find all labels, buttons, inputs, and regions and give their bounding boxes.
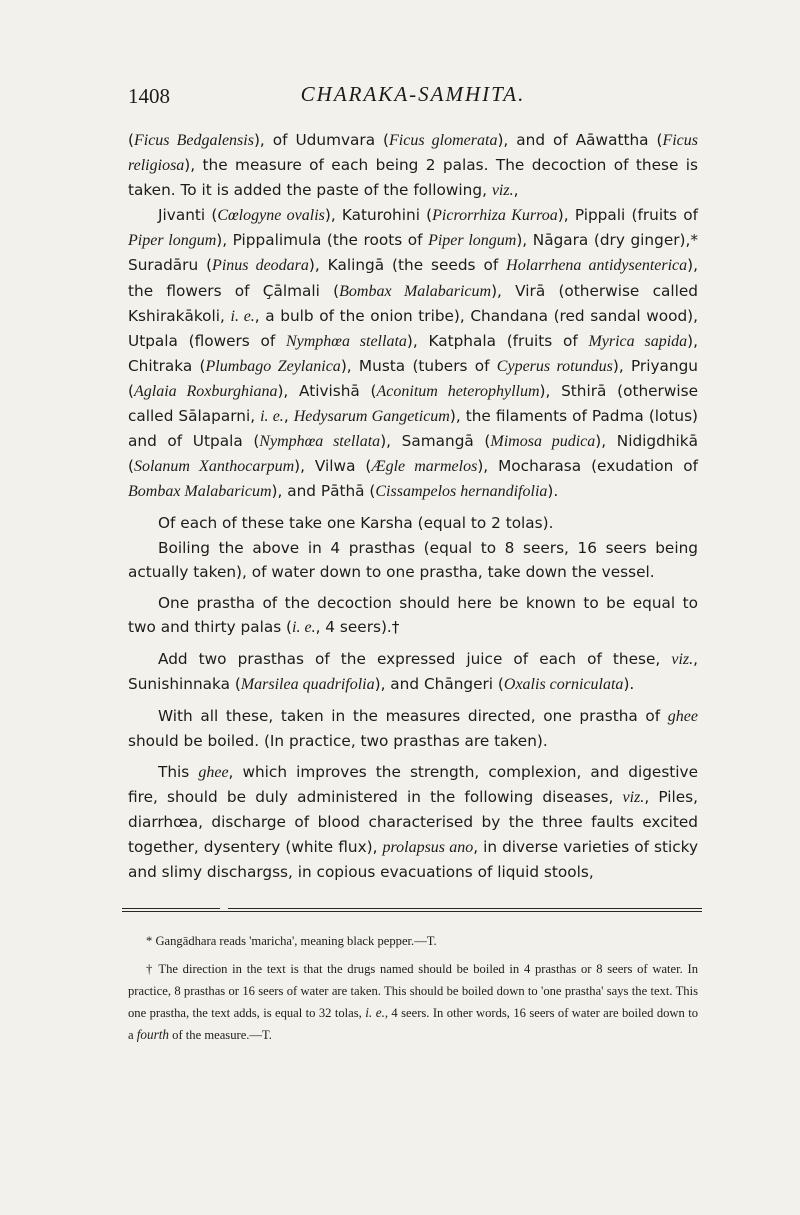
paragraph-2: Jivanti (Cœlogyne ovalis), Katurohini (Picrorrhiza Kurroa), Pippali (fruits of Piper longum), Pippalimula (the roots of Piper longum), Nāgara (dry ginger),* Suradāru (Pinus deodara), Kalingā (the seeds of Holarrhena antidysenterica), the flowers of Çālmali (Bombax Malabaricum), Virā (otherwise called Kshirakākoli, i. e., a bulb of the onion tribe), Chandana (red sandal wood), Utpala (flowers of Nymphœa stellata), Katphala (fruits of Myrica sapida), Chitraka (Plumbago Zeylanica), Musta (tubers of Cyperus rotundus), Priyangu (Aglaia Roxburghiana), Ativishā (Aconitum heterophyllum), Sthirā (otherwise called Sālaparni, i. e., Hedysarum Gangeticum), the filaments of Padma (lotus) and of Utpala (Nymphœa stellata), Samangā (Mimosa pudica), Nidigdhikā (Solanum Xanthocarpum), Vilwa (Ægle marmelos), Mocharasa (exudation of Bombax Malabaricum), and Pāthā (Cissampelos hernandifolia). (128, 206, 699, 501)
paragraph-6: Add two prasthas of the expressed juice of each of these, viz., Sunishinnaka (Marsilea quadrifolia), and Chāngeri (Oxalis corniculata). (128, 649, 698, 693)
running-title: CHARAKA-SAMHITA. (300, 82, 526, 106)
footnote-asterisk: * Gangādhara reads 'maricha', meaning black pepper.—T. (146, 934, 437, 948)
separator-rule-long (228, 908, 702, 909)
page-header (128, 80, 698, 114)
separator-rule-short (122, 908, 220, 909)
paragraph-8: This ghee, which improves the strength, complexion, and digestive fire, should be duly administered in the following diseases, viz., Piles, diarrhœa, discharge of blood characterised by the three faults excited together, dysentery (white flux), prolapsus ano, in diverse varieties of sticky and slimy dischargss, in copious evacuations of liquid stools, (128, 763, 699, 881)
paragraph-1: (Ficus Bedgalensis), of Udumvara (Ficus glomerata), and of Aāwattha (Ficus religiosa), the measure of each being 2 palas. The decoction of these is taken. To it is added the paste of the following, viz., (128, 131, 698, 200)
paragraph-5: One prastha of the decoction should here be known to be equal to two and thirty palas (i. e., 4 seers).† (128, 593, 698, 636)
footnote-separator (122, 908, 702, 912)
paragraph-4: Boiling the above in 4 prasthas (equal to 8 seers, 16 seers being actually taken), of water down to one prastha, take down the vessel. (128, 538, 698, 581)
page-number: 1408 (128, 84, 170, 108)
separator-rule-full (122, 911, 702, 912)
body-text (128, 128, 698, 884)
paragraph-3: Of each of these take one Karsha (equal to 2 tolas). (158, 514, 554, 533)
paragraph-7: With all these, taken in the measures directed, one prastha of ghee should be boiled. (In practice, two prasthas are taken). (128, 707, 698, 751)
footnotes (128, 930, 698, 1046)
footnote-dagger: † The direction in the text is that the drugs named should be boiled in 4 prasthas or 8 seers of water. In practice, 8 prasthas or 16 seers of water are taken. This should be boiled down to 'one prastha' says the text. This one prastha, the text adds, is equal to 32 tolas, i. e., 4 seers. In other words, 16 seers of water are boiled down to a fourth of the measure.—T. (128, 962, 698, 1042)
